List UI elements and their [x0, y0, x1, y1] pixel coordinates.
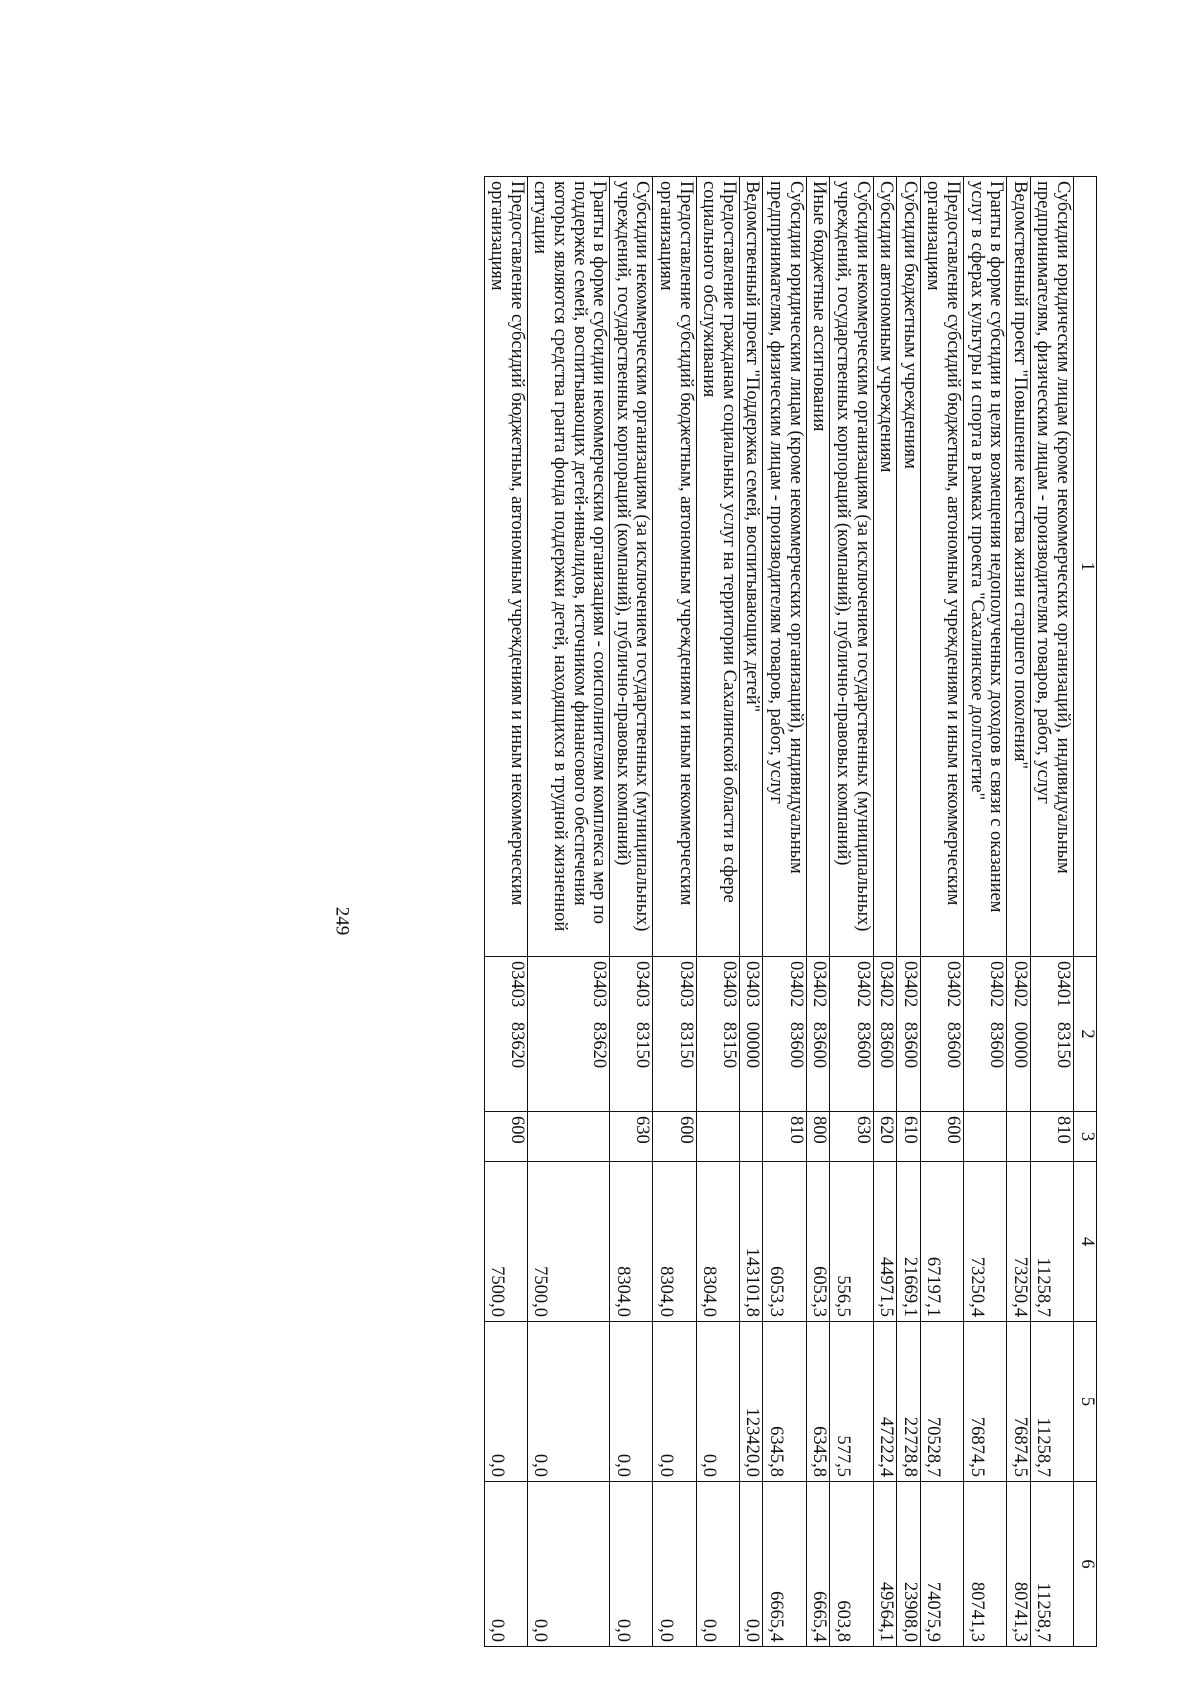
row-name: Ведомственный проект "Повышение качества жизни старшего поколения": [1007, 177, 1031, 957]
row-expense-type: 630: [830, 1112, 873, 1162]
budget-table: [484, 176, 1097, 1647]
row-name: Субсидии некоммерческим организациям (за исключением государственных (муниципальных) учреждений, государственных корпораций (компаний), публично-правовых компаний): [610, 177, 653, 957]
header-col-5: 5: [1074, 1322, 1097, 1482]
row-value-3: 603,8: [830, 1482, 873, 1647]
row-value-1: 556,5: [830, 1162, 873, 1322]
row-value-2: 11258,7: [1030, 1322, 1073, 1482]
row-code: 03403 83150: [653, 957, 696, 1112]
row-name: Субсидии автономным учреждениям: [873, 177, 897, 957]
row-code: 03402 83600: [897, 957, 921, 1112]
row-name: Субсидии некоммерческим организациям (за исключением государственных (муниципальных) учреждений, государственных корпораций (компаний), публично-правовых компаний): [830, 177, 873, 957]
row-name: Иные бюджетные ассигнования: [806, 177, 830, 957]
row-value-2: 0,0: [484, 1322, 527, 1482]
header-col-3: 3: [1074, 1112, 1097, 1162]
row-value-3: 49564,1: [873, 1482, 897, 1647]
row-value-2: 0,0: [610, 1322, 653, 1482]
row-code: 03403 83620: [484, 957, 527, 1112]
row-value-1: 7500,0: [484, 1162, 527, 1322]
row-value-1: 6053,3: [806, 1162, 830, 1322]
row-expense-type: [1007, 1112, 1031, 1162]
table-row: [610, 177, 653, 1647]
row-name: Предоставление субсидий бюджетным, автономным учреждениям и иным некоммерческим организациям: [484, 177, 527, 957]
row-value-1: 44971,5: [873, 1162, 897, 1322]
row-value-1: 8304,0: [653, 1162, 696, 1322]
row-value-2: 0,0: [527, 1322, 609, 1482]
row-expense-type: 600: [653, 1112, 696, 1162]
row-expense-type: 630: [610, 1112, 653, 1162]
table-row: [963, 177, 1006, 1647]
row-value-1: 143101,8: [739, 1162, 763, 1322]
row-value-1: 73250,4: [1007, 1162, 1031, 1322]
row-value-2: 0,0: [696, 1322, 739, 1482]
row-value-2: 6345,8: [763, 1322, 806, 1482]
row-value-1: 73250,4: [963, 1162, 1006, 1322]
table-row: [830, 177, 873, 1647]
row-value-3: 6665,4: [763, 1482, 806, 1647]
row-value-3: 0,0: [527, 1482, 609, 1647]
row-value-3: 0,0: [484, 1482, 527, 1647]
row-value-3: 0,0: [739, 1482, 763, 1647]
page-number: 249: [331, 906, 353, 936]
row-code: 03402 83600: [830, 957, 873, 1112]
row-expense-type: 600: [920, 1112, 963, 1162]
table-header-row: [1074, 177, 1097, 1647]
row-name: Предоставление субсидий бюджетным, автономным учреждениям и иным некоммерческим организациям: [653, 177, 696, 957]
row-name: Субсидии юридическим лицам (кроме некоммерческих организаций), индивидуальным предпринимателям, физическим лицам - производителям товаров, работ, услуг: [1030, 177, 1073, 957]
row-value-2: 22728,8: [897, 1322, 921, 1482]
row-value-3: 23908,0: [897, 1482, 921, 1647]
row-code: 03402 83600: [963, 957, 1006, 1112]
row-value-2: 70528,7: [920, 1322, 963, 1482]
row-expense-type: 810: [1030, 1112, 1073, 1162]
row-expense-type: [739, 1112, 763, 1162]
table-row: [1030, 177, 1073, 1647]
table-row: [1007, 177, 1031, 1647]
row-code: 03403 83150: [610, 957, 653, 1112]
row-name: Субсидии юридическим лицам (кроме некоммерческих организаций), индивидуальным предпринимателям, физическим лицам - производителям товаров, работ, услуг: [763, 177, 806, 957]
table-row: [653, 177, 696, 1647]
row-code: 03402 83600: [920, 957, 963, 1112]
row-value-3: 6665,4: [806, 1482, 830, 1647]
row-expense-type: 610: [897, 1112, 921, 1162]
row-value-3: 80741,3: [1007, 1482, 1031, 1647]
row-code: 03402 83600: [806, 957, 830, 1112]
header-col-1: 1: [1074, 177, 1097, 957]
row-expense-type: 620: [873, 1112, 897, 1162]
row-name: Гранты в форме субсидии в целях возмещения недополученных доходов в связи с оказанием услуг в сферах культуры и спорта в рамках проекта "Сахалинское долголетие": [963, 177, 1006, 957]
table-row: [527, 177, 609, 1647]
row-value-3: 80741,3: [963, 1482, 1006, 1647]
row-value-3: 0,0: [653, 1482, 696, 1647]
row-name: Гранты в форме субсидии некоммерческим организациям - соисполнителям комплекса мер по поддержке семей, воспитывающих детей-инвалидов, источником финансового обеспечения которых являются средства гранта фонда поддержки детей, находящихся в трудной жизненной ситуации: [527, 177, 609, 957]
table-row: [484, 177, 527, 1647]
row-code: 03401 83150: [1030, 957, 1073, 1112]
row-value-1: 6053,3: [763, 1162, 806, 1322]
row-expense-type: 810: [763, 1112, 806, 1162]
row-value-1: 8304,0: [610, 1162, 653, 1322]
row-value-2: 123420,0: [739, 1322, 763, 1482]
row-value-2: 76874,5: [963, 1322, 1006, 1482]
row-value-2: 577,5: [830, 1322, 873, 1482]
row-value-1: 67197,1: [920, 1162, 963, 1322]
table-row: [696, 177, 739, 1647]
row-code: 03402 83600: [873, 957, 897, 1112]
row-value-2: 0,0: [653, 1322, 696, 1482]
row-expense-type: 600: [484, 1112, 527, 1162]
table-row: [920, 177, 963, 1647]
row-value-2: 76874,5: [1007, 1322, 1031, 1482]
rotated-page: [87, 176, 1097, 1646]
row-value-3: 0,0: [610, 1482, 653, 1647]
row-name: Субсидии бюджетным учреждениям: [897, 177, 921, 957]
row-value-1: 7500,0: [527, 1162, 609, 1322]
row-code: 03403 00000: [739, 957, 763, 1112]
row-expense-type: [696, 1112, 739, 1162]
row-name: Предоставление гражданам социальных услуг на территории Сахалинской области в сфере социального обслуживания: [696, 177, 739, 957]
row-code: 03403 83620: [527, 957, 609, 1112]
row-name: Предоставление субсидий бюджетным, автономным учреждениям и иным некоммерческим организациям: [920, 177, 963, 957]
header-col-2: 2: [1074, 957, 1097, 1112]
row-expense-type: 800: [806, 1112, 830, 1162]
row-value-1: 8304,0: [696, 1162, 739, 1322]
table-row: [873, 177, 897, 1647]
row-value-3: 74075,9: [920, 1482, 963, 1647]
table-row: [806, 177, 830, 1647]
row-code: 03402 83600: [763, 957, 806, 1112]
header-col-6: 6: [1074, 1482, 1097, 1647]
row-code: 03402 00000: [1007, 957, 1031, 1112]
row-value-2: 6345,8: [806, 1322, 830, 1482]
table-row: [739, 177, 763, 1647]
table-row: [763, 177, 806, 1647]
header-col-4: 4: [1074, 1162, 1097, 1322]
row-expense-type: [963, 1112, 1006, 1162]
row-code: 03403 83150: [696, 957, 739, 1112]
row-value-1: 21669,1: [897, 1162, 921, 1322]
row-value-2: 47222,4: [873, 1322, 897, 1482]
row-value-1: 11258,7: [1030, 1162, 1073, 1322]
row-value-3: 11258,7: [1030, 1482, 1073, 1647]
row-value-3: 0,0: [696, 1482, 739, 1647]
table-row: [897, 177, 921, 1647]
row-expense-type: [527, 1112, 609, 1162]
row-name: Ведомственный проект "Поддержка семей, воспитывающих детей": [739, 177, 763, 957]
